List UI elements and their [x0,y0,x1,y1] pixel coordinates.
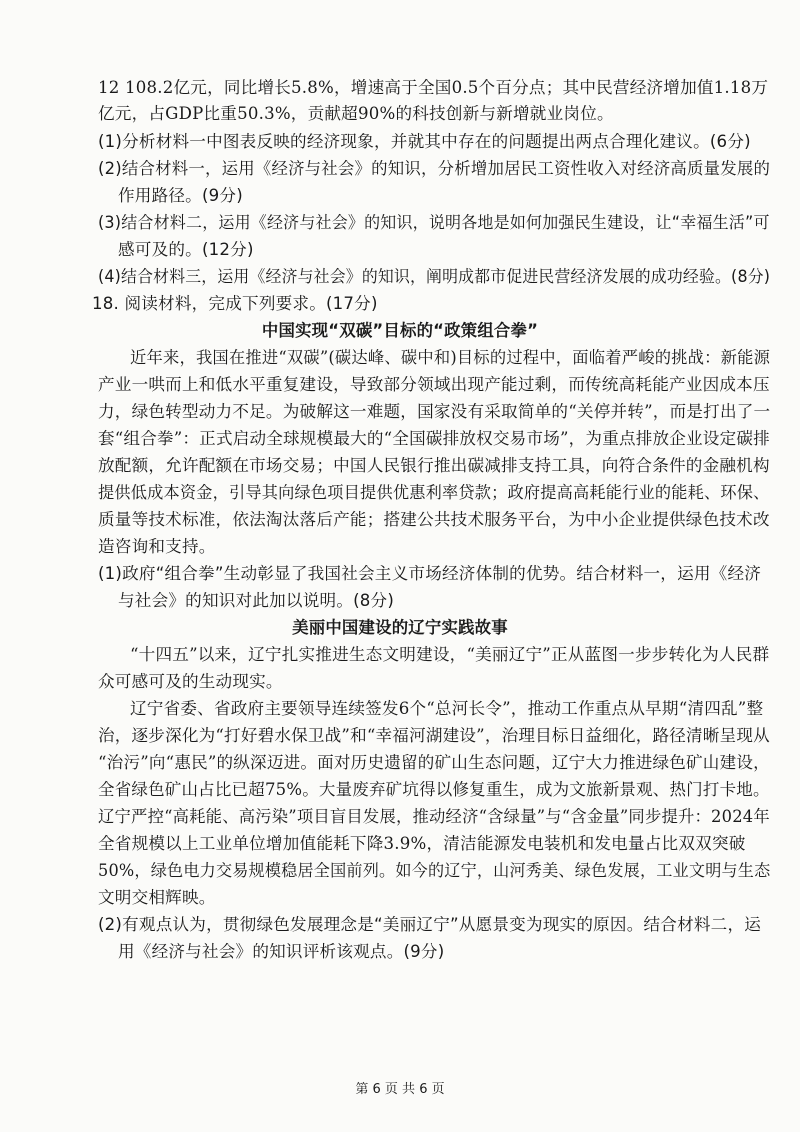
material-1-line: 力，绿色转型动力不足。为破解这一难题，国家没有采取简单的“关停并转”，而是打出了一 [98,402,771,421]
material-1-line: 产业一哄而上和低水平重复建设，导致部分领域出现产能过剩，而传统高耗能产业因成本压 [98,375,770,394]
material-text-line: 亿元，占GDP比重50.3%，贡献超90%的科技创新与新增就业岗位。 [98,104,614,123]
material-1-line: 近年来，我国在推进“双碳”(碳达峰、碳中和)目标的过程中，面临着严峻的挑战：新能源 [130,348,771,367]
material-2-line: 辽宁省委、省政府主要领导连续签发6个“总河长令”，推动工作重点从早期“清四乱”整 [130,699,764,718]
q17-subquestion-1: (1)分析材料一中图表反映的经济现象，并就其中存在的问题提出两点合理化建议。(6分) [98,132,751,151]
q18-subquestion-2: (2)有观点认为，贯彻绿色发展理念是“美丽辽宁”从愿景变为现实的原因。结合材料二，运 [98,915,762,934]
material-2-title: 美丽中国建设的辽宁实践故事 [292,618,508,637]
material-2-line: “十四五”以来，辽宁扎实推进生态文明建设，“美丽辽宁”正从蓝图一步步转化为人民群 [130,645,770,664]
material-2-line: 治，逐步深化为“打好碧水保卫战”和“幸福河湖建设”，治理目标日益细化，路径清晰呈现从 [98,726,770,745]
q18-subquestion-2-cont: 用《经济与社会》的知识评析该观点。(9分) [118,942,445,961]
material-1-line: 提供低成本资金，引导其向绿色项目提供优惠利率贷款；政府提高高耗能行业的能耗、环保、 [98,483,770,502]
material-1-line: 质量等技术标准，依法淘汰落后产能；搭建公共技术服务平台，为中小企业提供绿色技术改 [98,510,770,529]
material-1-title: 中国实现“双碳”目标的“政策组合拳” [261,321,539,340]
q17-subquestion-2: (2)结合材料一，运用《经济与社会》的知识，分析增加居民工资性收入对经济高质量发展的 [98,159,771,178]
q18-subquestion-1: (1)政府“组合拳”生动彰显了我国社会主义市场经济体制的优势。结合材料一，运用《经济 [98,564,762,583]
material-1-line: 套“组合拳”：正式启动全球规模最大的“全国碳排放权交易市场”，为重点排放企业设定碳排 [98,429,770,448]
page-footer: 第 6 页 共 6 页 [355,1082,445,1097]
material-2-line: 全省绿色矿山占比已超75%。大量废弃矿坑得以修复重生，成为文旅新景观、热门打卡地。 [98,780,770,799]
material-2-line: 辽宁严控“高耗能、高污染”项目盲目发展，推动经济“含绿量”与“含金量”同步提升：2024年 [98,807,770,826]
q17-subquestion-3-cont: 感可及的。(12分) [118,240,254,259]
material-1-line: 造咨询和支持。 [98,537,216,556]
material-2-line: 文明交相辉映。 [98,888,216,907]
material-2-line: 全省规模以上工业单位增加值能耗下降3.9%，清洁能源发电装机和发电量占比双双突破 [98,834,746,853]
q18-subquestion-1-cont: 与社会》的知识对此加以说明。(8分) [118,591,395,610]
material-1-line: 放配额，允许配额在市场交易；中国人民银行推出碳减排支持工具，向符合条件的金融机构 [98,456,770,475]
material-2-line: 50%，绿色电力交易规模稳居全国前列。如今的辽宁，山河秀美、绿色发展，工业文明与生态 [98,861,771,880]
material-2-line: 众可感可及的生动现实。 [98,672,283,691]
material-text-line: 12 108.2亿元，同比增长5.8%，增速高于全国0.5个百分点；其中民营经济增加值1.18万 [98,78,769,97]
q18-header: 18. 阅读材料，完成下列要求。(17分) [92,294,378,313]
q17-subquestion-2-cont: 作用路径。(9分) [118,186,243,205]
q17-subquestion-4: (4)结合材料三，运用《经济与社会》的知识，阐明成都市促进民营经济发展的成功经验。(8分) [98,267,771,286]
material-2-line: “治污”向“惠民”的纵深迈进。面对历史遗留的矿山生态问题，辽宁大力推进绿色矿山建设， [98,753,770,772]
q17-subquestion-3: (3)结合材料二，运用《经济与社会》的知识，说明各地是如何加强民生建设，让“幸福生活”可 [98,213,770,232]
